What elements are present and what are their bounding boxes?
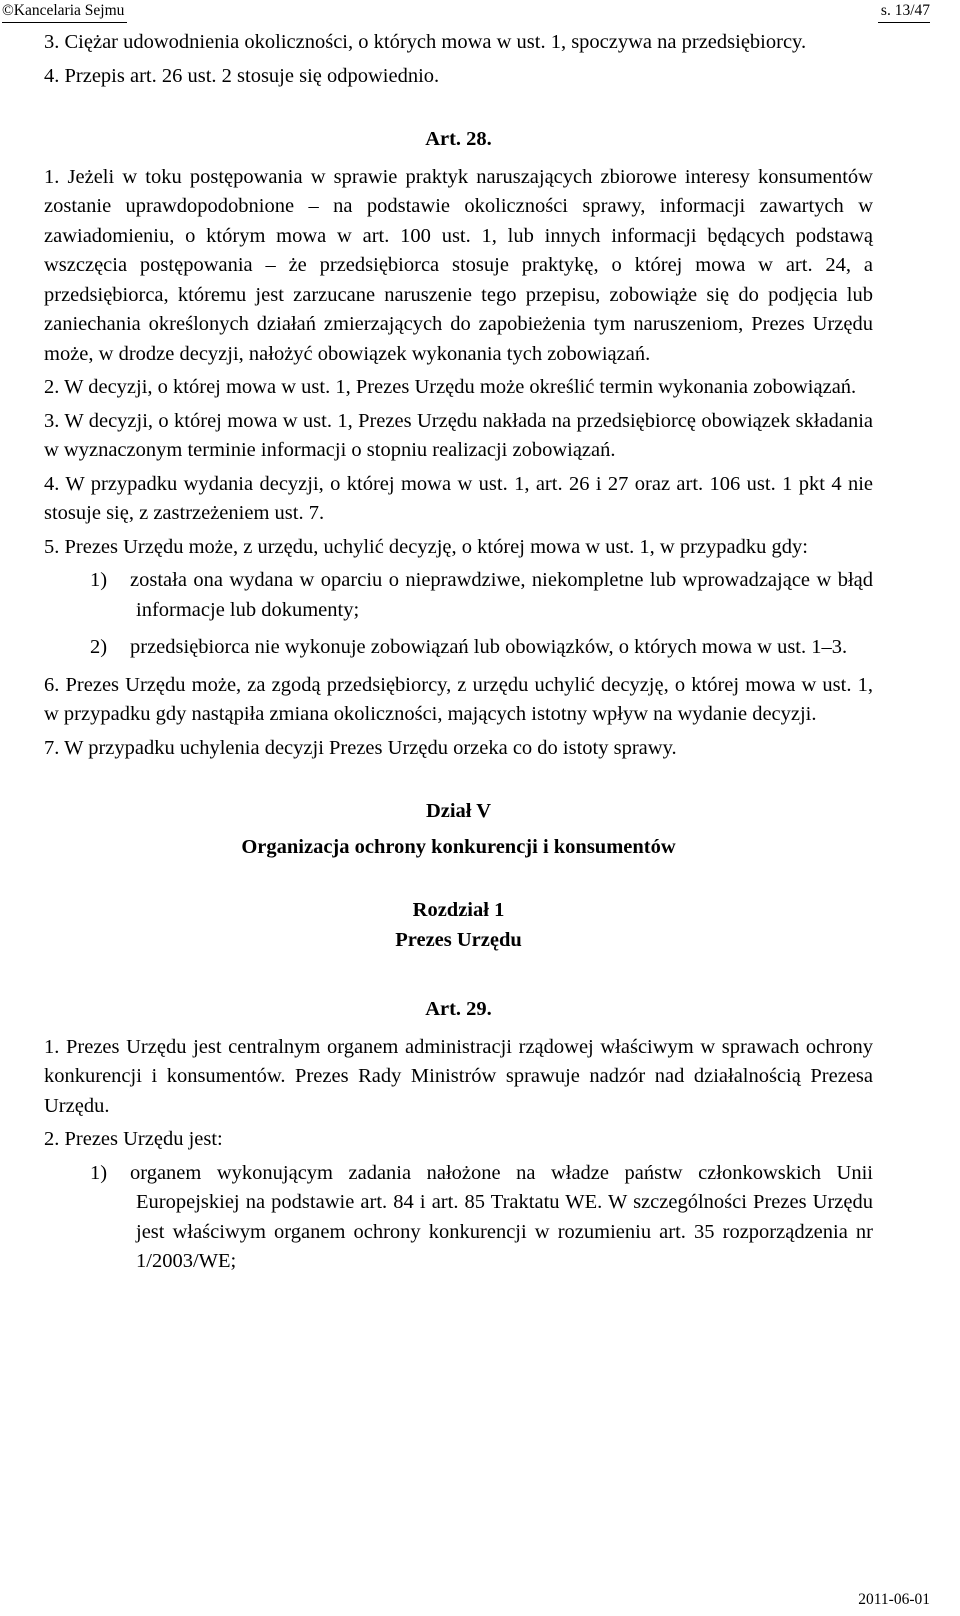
paragraph-3: 3. Ciężar udowodnienia okoliczności, o których mowa w ust. 1, spoczywa na przedsiębiorcy. <box>44 31 807 53</box>
art28-paragraph-5: 5. Prezes Urzędu może, z urzędu, uchylić decyzję, o której mowa w ust. 1, w przypadku gdy: <box>44 535 808 558</box>
art28-paragraph-7: 7. W przypadku uchylenia decyzji Prezes Urzędu orzeka co do istoty sprawy. <box>44 736 677 759</box>
article-28-title: Art. 28. <box>425 128 492 150</box>
page-number: s. 13/47 <box>878 0 930 23</box>
chapter-title: Rozdział 1 <box>412 899 505 921</box>
page-header <box>0 0 960 24</box>
art28-paragraph-3: 3. W decyzji, o której mowa w ust. 1, Prezes Urzędu nakłada na przedsiębiorcę obowiązek składania w wyznaczonym terminie informacji o stopniu realizacji zobowiązań. <box>44 409 873 461</box>
document-body <box>44 28 873 1285</box>
document-date: 2011-06-01 <box>858 1591 930 1608</box>
art28-paragraph-4: 4. W przypadku wydania decyzji, o której mowa w ust. 1, art. 26 i 27 oraz art. 106 ust. 1 pkt 4 nie stosuje się, z zastrzeżeniem ust. 7. <box>44 472 873 524</box>
chapter-heading <box>44 896 873 955</box>
section-title: Dział V <box>425 800 492 822</box>
art28-p5-item-2: 2) przedsiębiorca nie wykonuje zobowiązań lub obowiązków, o których mowa w ust. 1–3. <box>90 636 848 658</box>
paragraph-4: 4. Przepis art. 26 ust. 2 stosuje się odpowiednio. <box>44 64 440 87</box>
art28-paragraph-2: 2. W decyzji, o której mowa w ust. 1, Prezes Urzędu może określić termin wykonania zobowiązań. <box>44 376 857 398</box>
article-29-title: Art. 29. <box>425 998 492 1020</box>
art28-paragraph-1: 1. Jeżeli w toku postępowania w sprawie praktyk naruszających zbiorowe interesy konsumentów zostanie uprawdopodobnione – na podstawie okoliczności sprawy, informacji zawartych w zawiadomieniu, o którym mowa w art. 100 ust. 1, lub innych informacji będących podstawą wszczęcia postępowania – że przedsiębiorca stosuje praktykę, o której mowa w art. 24, a przedsiębiorca, któremu jest zarzucane naruszenie tego przepisu, zobowiąże się do podjęcia lub zaniechania określonych działań zmierzających do zapobieżenia tym naruszeniom, Prezes Urzędu może, w drodze decyzji, nałożyć obowiązek wykonania tych zobowiązań. <box>44 165 873 365</box>
art28-paragraph-6: 6. Prezes Urzędu może, za zgodą przedsiębiorcy, z urzędu uchylić decyzję, o której mowa w ust. 1, w przypadku gdy nastąpiła zmiana okoliczności, mających istotny wpływ na wydanie decyzji. <box>44 673 873 725</box>
section-subtitle: Organizacja ochrony konkurencji i konsumentów <box>241 835 676 858</box>
art29-paragraph-2: 2. Prezes Urzędu jest: <box>44 1128 223 1150</box>
source-label: ©Kancelaria Sejmu <box>2 0 127 23</box>
art28-p5-item-1: 1) została ona wydana w oparciu o nieprawdziwe, niekompletne lub wprowadzające w błąd informacje lub dokumenty; <box>90 569 873 621</box>
art29-paragraph-1: 1. Prezes Urzędu jest centralnym organem administracji rządowej właściwym w sprawach ochrony konkurencji i konsumentów. Prezes Rady Ministrów sprawuje nadzór nad działalnością Prezesa Urzędu. <box>44 1035 873 1117</box>
chapter-subtitle: Prezes Urzędu <box>395 928 522 951</box>
art29-p2-item-1: 1) organem wykonującym zadania nałożone na władze państw członkowskich Unii Europejskiej na podstawie art. 84 i art. 85 Traktatu WE. W szczególności Prezes Urzędu jest właściwym organem ochrony konkurencji w rozumieniu art. 35 rozporządzenia nr 1/2003/WE; <box>90 1161 873 1272</box>
section-heading <box>44 797 873 862</box>
